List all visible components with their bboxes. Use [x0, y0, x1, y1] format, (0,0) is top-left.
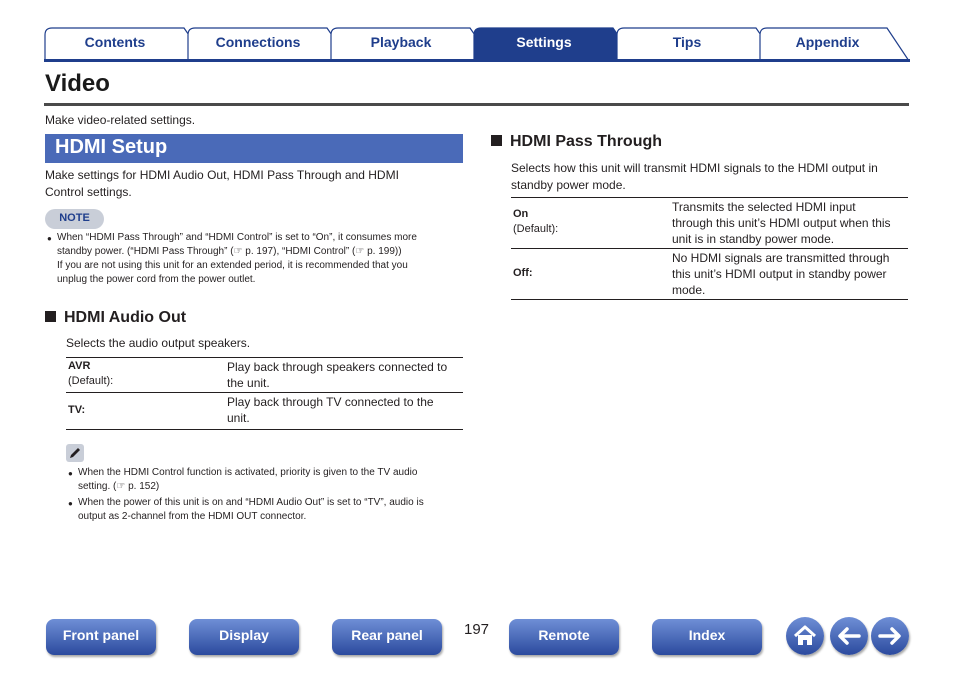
page-number: 197	[464, 621, 490, 638]
back-arrow-icon	[830, 617, 868, 655]
page-ref-icon: ☞	[355, 246, 365, 257]
tab-settings[interactable]	[473, 27, 637, 61]
option-default: (Default):	[68, 375, 114, 387]
desc-line: unit.	[227, 411, 250, 425]
tip-link[interactable]: p. 152)	[125, 481, 160, 492]
desc-line: this unit’s HDMI output in standby power	[672, 267, 887, 281]
note-label: NOTE	[59, 212, 90, 224]
page-ref-icon: ☞	[233, 246, 243, 257]
section-header	[45, 134, 463, 163]
desc-line: No HDMI signals are transmitted through	[672, 251, 890, 265]
index-button[interactable]	[652, 619, 762, 655]
tab-bar	[44, 27, 910, 61]
bullet-icon: ●	[68, 499, 73, 508]
tip-line: output as 2-channel from the HDMI OUT connector.	[78, 511, 307, 522]
option-name: On	[513, 208, 529, 220]
tab-contents-label: Contents	[84, 34, 146, 50]
forward-button[interactable]	[871, 617, 909, 655]
display-button[interactable]	[189, 619, 299, 655]
option-name: AVR	[68, 360, 91, 372]
table-row	[66, 393, 463, 430]
square-bullet-icon	[491, 135, 502, 146]
note-text-part: standby power. (“HDMI Pass Through” (	[57, 246, 234, 257]
hdmi-pass-through-heading	[491, 133, 662, 151]
hdmi-setup-description	[45, 167, 399, 201]
description-cell	[672, 250, 889, 298]
note-line: If you are not using this unit for an extended period, it is recommended that you	[57, 260, 408, 271]
desc-line: mode.	[672, 283, 706, 297]
tab-connections[interactable]	[187, 27, 351, 61]
bullet-icon: ●	[68, 469, 73, 478]
note-link[interactable]: p. 197), “HDMI Control” (	[242, 246, 356, 257]
desc-line: Control settings.	[45, 185, 132, 199]
pencil-icon	[66, 444, 84, 462]
desc-line: through this unit’s HDMI output when this	[672, 216, 891, 230]
desc-line: Make settings for HDMI Audio Out, HDMI Pass Through and HDMI	[45, 168, 399, 182]
page-title: Video	[45, 70, 110, 97]
button-label: Rear panel	[351, 627, 423, 643]
desc-line: Selects how this unit will transmit HDMI signals to the HDMI output in	[511, 161, 878, 175]
home-button[interactable]	[786, 617, 824, 655]
tip-text	[78, 496, 424, 524]
tab-underline	[44, 59, 910, 62]
button-label: Remote	[538, 627, 590, 643]
audio-out-table	[66, 357, 463, 430]
button-label: Index	[688, 627, 726, 643]
desc-line: standby power mode.	[511, 178, 626, 192]
button-label: Display	[219, 627, 269, 643]
page-ref-icon: ☞	[116, 481, 126, 492]
tip-text-part: setting. (	[78, 481, 117, 492]
pass-through-description	[511, 160, 878, 194]
desc-line: Play back through TV connected to the	[227, 395, 434, 409]
description-cell	[672, 199, 891, 247]
table-row	[511, 249, 908, 300]
description-cell	[227, 359, 447, 391]
table-row	[511, 198, 908, 249]
button-label: Front panel	[62, 627, 140, 643]
intro-text: Make video-related settings.	[45, 113, 196, 127]
tab-contents[interactable]	[44, 27, 208, 61]
description-cell	[227, 394, 434, 426]
pass-through-table	[511, 197, 908, 300]
tip-line: When the HDMI Control function is activated, priority is given to the TV audio	[78, 467, 418, 478]
note-link[interactable]: p. 199))	[364, 246, 402, 257]
desc-line: unit is in standby power mode.	[672, 232, 835, 246]
forward-arrow-icon	[871, 617, 909, 655]
title-divider	[44, 103, 909, 106]
back-button[interactable]	[830, 617, 868, 655]
tab-appendix[interactable]	[759, 27, 910, 61]
bullet-icon: ●	[47, 234, 52, 243]
tip-line	[78, 480, 417, 494]
note-text	[57, 231, 417, 287]
section-title: HDMI Setup	[55, 136, 168, 158]
front-panel-button[interactable]	[46, 619, 156, 655]
rear-panel-button[interactable]	[332, 619, 442, 655]
desc-line: Transmits the selected HDMI input	[672, 200, 856, 214]
heading-text: HDMI Audio Out	[64, 309, 187, 326]
note-line: When “HDMI Pass Through” and “HDMI Control” is set to “On”, it consumes more	[57, 232, 417, 243]
audio-out-description: Selects the audio output speakers.	[66, 336, 251, 350]
desc-line: the unit.	[227, 376, 270, 390]
tab-connections-label: Connections	[215, 34, 301, 50]
hdmi-audio-out-heading	[45, 309, 186, 327]
note-line: unplug the power cord from the power outlet.	[57, 274, 256, 285]
tab-tips-label: Tips	[672, 34, 702, 50]
tab-tips[interactable]	[616, 27, 780, 61]
option-cell	[513, 207, 558, 237]
note-badge	[45, 209, 104, 229]
home-icon	[786, 617, 824, 655]
square-bullet-icon	[45, 311, 56, 322]
tab-playback-label: Playback	[370, 34, 432, 50]
option-cell	[68, 359, 113, 389]
note-line	[57, 245, 417, 259]
remote-button[interactable]	[509, 619, 619, 655]
option-name: Off:	[513, 267, 533, 279]
option-default: (Default):	[513, 223, 559, 235]
option-name: TV:	[68, 404, 86, 416]
tab-appendix-label: Appendix	[795, 34, 860, 50]
tip-line: When the power of this unit is on and “HDMI Audio Out” is set to “TV”, audio is	[78, 497, 424, 508]
tip-text	[78, 466, 417, 494]
tab-settings-label: Settings	[516, 34, 572, 50]
desc-line: Play back through speakers connected to	[227, 360, 448, 374]
table-row	[66, 358, 463, 393]
heading-text: HDMI Pass Through	[510, 133, 663, 150]
tab-playback[interactable]	[330, 27, 494, 61]
